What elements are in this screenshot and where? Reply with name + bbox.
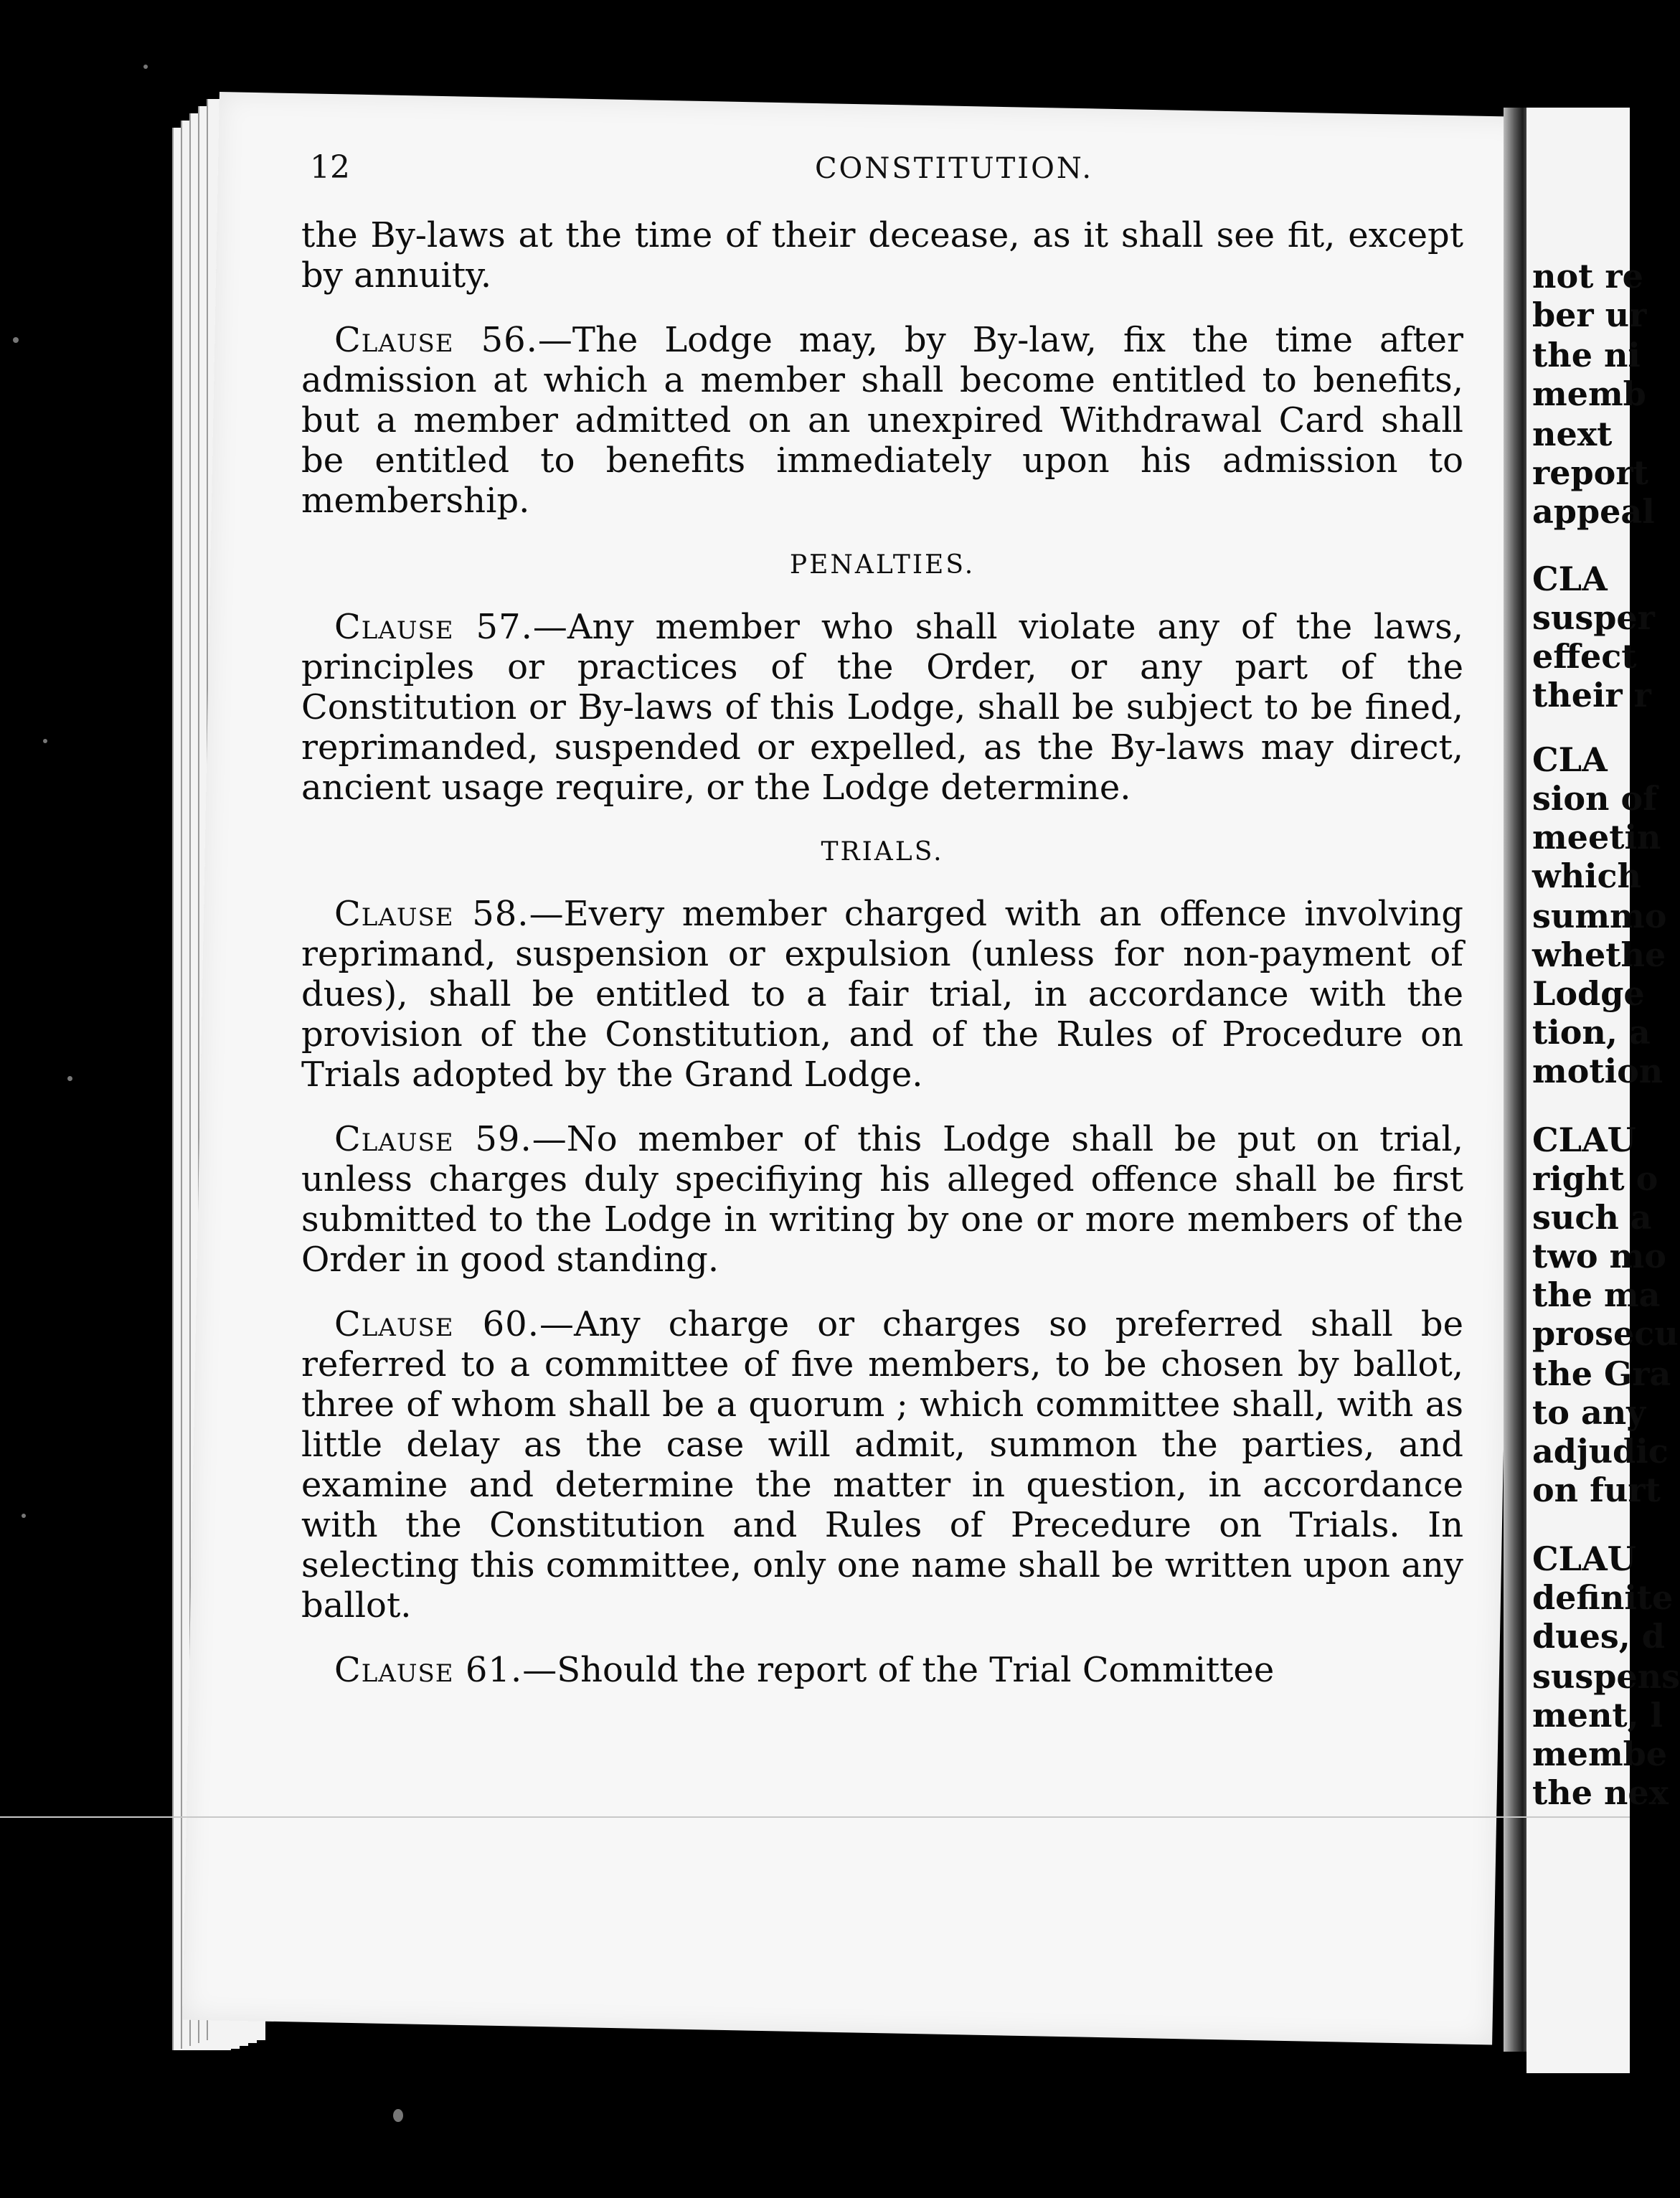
- clause-59: [301, 1119, 1463, 1280]
- facing-page-line: whethe: [1532, 935, 1666, 974]
- facing-page-line: report: [1532, 453, 1648, 492]
- clause-label: Clause 61.: [334, 1650, 523, 1690]
- clause-text: —Should the report of the Trial Committee: [522, 1650, 1275, 1690]
- dust-speck: [67, 1076, 72, 1081]
- facing-page-line: two mo: [1532, 1237, 1666, 1275]
- facing-page-line: next: [1532, 415, 1613, 453]
- facing-page-line: CLAU: [1532, 1539, 1636, 1578]
- dust-speck: [143, 65, 148, 69]
- facing-page-line: which: [1532, 857, 1641, 895]
- page-body: [301, 215, 1463, 1714]
- clause-58: [301, 894, 1463, 1095]
- facing-page-line: CLA: [1532, 560, 1608, 598]
- facing-page-line: effect: [1532, 637, 1637, 676]
- facing-page-line: right o: [1532, 1159, 1658, 1198]
- page-number: 12: [310, 149, 350, 186]
- clause-text: —Any member who shall violate any of the laws, principles or practices of the Order, or any part of the Constitution or By-laws of this Lodge, shall be subject to be fined, reprimanded, suspended or expelled, as the By-laws may direct, ancient usage require, or the Lodge determine.: [301, 607, 1464, 808]
- facing-page-line: tion, a: [1532, 1013, 1651, 1052]
- heading-trials: TRIALS.: [821, 837, 944, 867]
- facing-page-line: meetin: [1532, 818, 1661, 857]
- dust-speck: [22, 1514, 26, 1518]
- facing-page-line: to any: [1532, 1393, 1646, 1432]
- facing-page-line: CLAU: [1532, 1121, 1636, 1159]
- heading-penalties: PENALTIES.: [789, 550, 976, 580]
- clause-label: Clause 59.: [334, 1119, 532, 1159]
- facing-page-line: the nex: [1532, 1773, 1669, 1812]
- facing-page-line: such a: [1532, 1198, 1652, 1237]
- facing-page-line: dues, d: [1532, 1617, 1665, 1656]
- facing-page-line: definite: [1532, 1578, 1674, 1617]
- clause-text: —The Lodge may, by By-law, fix the time after admission at which a member shall become entitled to benefits, but a member admitted on an unexpired Withdrawal Card shall be entitled to benefits immediately upon his admission to membership.: [301, 320, 1464, 521]
- facing-page: [1526, 108, 1680, 2073]
- clause-57: [301, 607, 1463, 808]
- facing-page-line: ber ur: [1532, 296, 1647, 334]
- facing-page-line: ment, l: [1532, 1696, 1664, 1735]
- facing-page-line: susper: [1532, 598, 1655, 637]
- clause-text: —Any charge or charges so preferred shall be referred to a committee of five members, to be chosen by ballot, three of whom shall be a quorum ; which committee shall, with as little delay as the case will admit, summon the parties, and examine and determine the matter in question, in accordance with the Constitution and Rules of Precedure on Trials. In selecting this committee, only one name shall be written upon any ballot.: [301, 1304, 1464, 1626]
- clause-label: Clause 56.: [334, 320, 538, 360]
- facing-page-line: their r: [1532, 676, 1651, 714]
- clause-text: —No member of this Lodge shall be put on trial, unless charges duly specifiying his alleged offence shall be first submitted to the Lodge in writing by one or more members of the Order in good standing.: [301, 1119, 1463, 1280]
- clause-61: [301, 1650, 1463, 1690]
- clause-label: Clause 60.: [334, 1304, 539, 1344]
- facing-page-line: prosecu: [1532, 1314, 1679, 1353]
- dust-speck: [43, 739, 47, 743]
- continuation-paragraph: the By-laws at the time of their decease, as it shall see fit, except by annuity.: [301, 215, 1463, 296]
- dust-speck: [393, 2109, 403, 2122]
- facing-page-line: sion of: [1532, 779, 1657, 818]
- scan-line: [0, 1816, 1630, 1818]
- clause-label: Clause 58.: [334, 894, 529, 934]
- facing-page-line: suspens: [1532, 1657, 1680, 1696]
- facing-page-line: membe: [1532, 1735, 1668, 1773]
- facing-page-line: the Gra: [1532, 1354, 1671, 1393]
- facing-page-line: motion: [1532, 1052, 1664, 1090]
- clause-text: —Every member charged with an offence involving reprimand, suspension or expulsion (unless for non-payment of dues), shall be entitled to a fair trial, in accordance with the provision of the Constitution, and of the Rules of Procedure on Trials adopted by the Grand Lodge.: [301, 894, 1464, 1095]
- facing-page-line: not re: [1532, 257, 1643, 296]
- facing-page-line: Lodge: [1532, 974, 1645, 1013]
- facing-page-line: adjudic: [1532, 1432, 1669, 1471]
- facing-page-line: the ni: [1532, 336, 1641, 374]
- facing-page-line: memb: [1532, 374, 1646, 413]
- facing-page-line: CLA: [1532, 740, 1608, 779]
- facing-page-line: on furt: [1532, 1471, 1661, 1509]
- facing-page-line: summo: [1532, 897, 1667, 935]
- running-title: CONSTITUTION.: [814, 152, 1094, 185]
- clause-label: Clause 57.: [334, 607, 533, 647]
- clause-60: [301, 1304, 1463, 1626]
- facing-page-line: appeal: [1532, 492, 1655, 531]
- clause-56: [301, 320, 1463, 521]
- dust-speck: [13, 337, 19, 343]
- facing-page-line: the ma: [1532, 1275, 1661, 1314]
